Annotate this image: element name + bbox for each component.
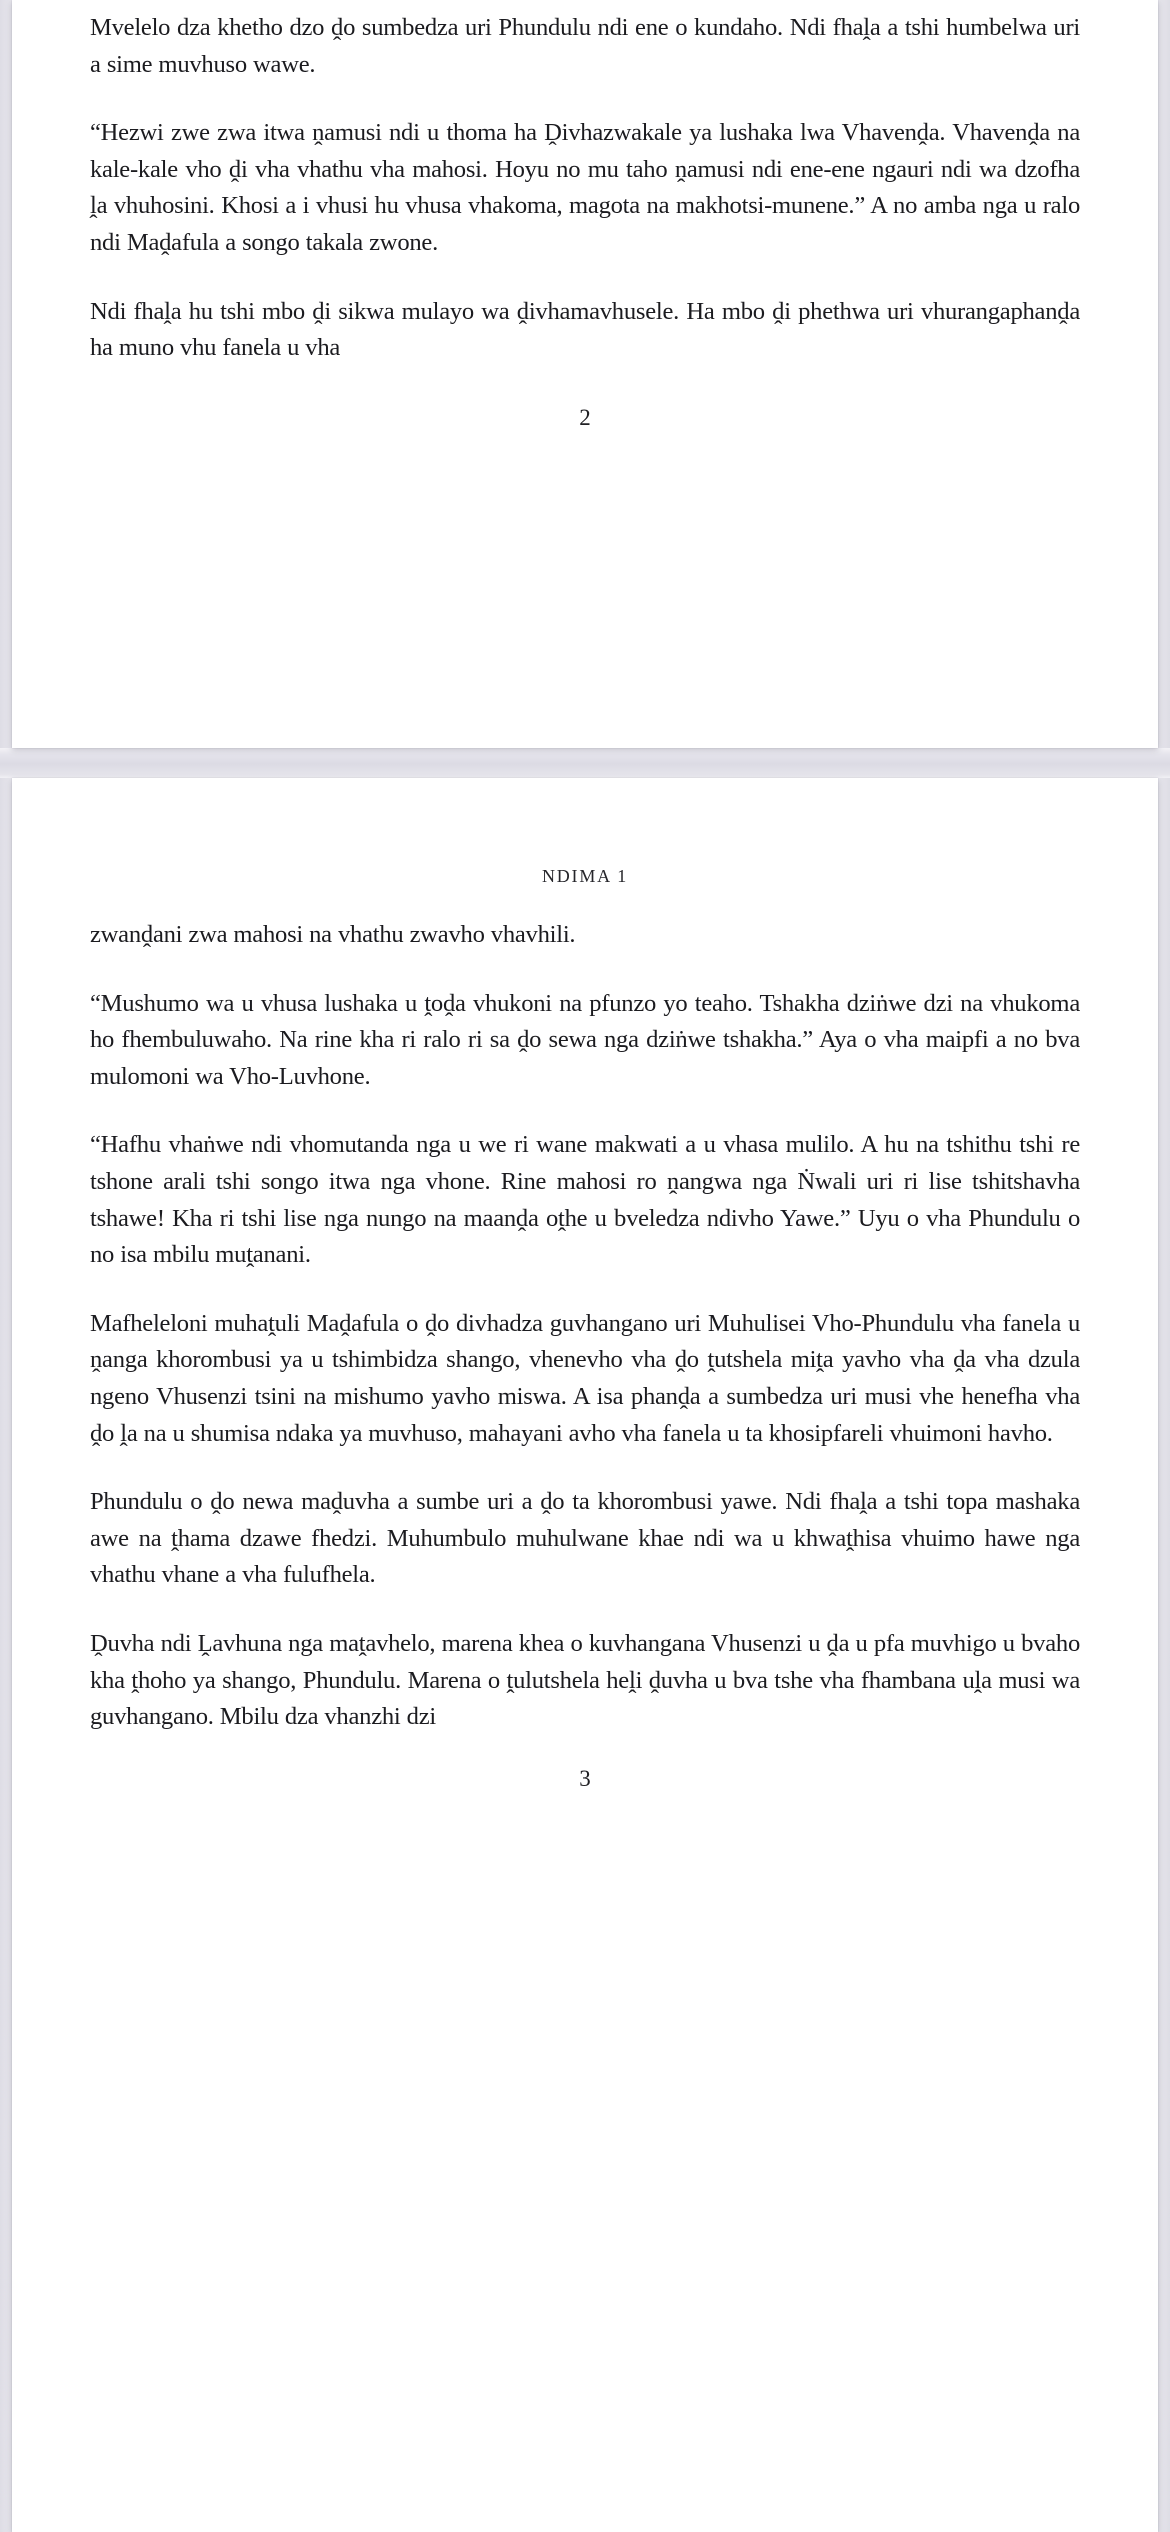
paragraph: Mafheleloni muhaṱuli Maḓafula o ḓo divhadza guvhangano uri Muhulisei Vho-Phundulu vha fanela u ṋanga khorombusi ya u tshimbidza shango, vhenevho vha ḓo ṱutshela miṱa yavho vha ḓa vha dzula ngeno Vhusenzi tsini na mishumo yavho miswa. A isa phanḓa a sumbedza uri musi vhe henefha vha ḓo ḽa na u shumisa ndaka ya muvhuso, mahayani avho vha fanela u ta khosipfareli vhuimoni havho. xyxy=(90,1309,1080,1447)
page-separator xyxy=(0,748,1170,778)
page-number: 3 xyxy=(579,1765,591,1791)
book-page-3[interactable] xyxy=(12,778,1158,2532)
book-page-2[interactable] xyxy=(12,0,1158,748)
paragraph: Ḓuvha ndi Ḽavhuna nga maṱavhelo, marena khea o kuvhangana Vhusenzi u ḓa u pfa muvhigo u bvaho kha ṱhoho ya shango, Phundulu. Marena o ṱulutshela heḽi ḓuvha u bva tshe vha fhambana uḽa musi wa guvhangano. Mbilu dza vhanzhi dzi xyxy=(90,1629,1080,1731)
page-number: 2 xyxy=(579,404,591,430)
paragraph: Ndi fhaḽa hu tshi mbo ḓi sikwa mulayo wa ḓivhamavhusele. Ha mbo ḓi phethwa uri vhurangaphanḓa ha muno vhu fanela u vha xyxy=(90,297,1080,362)
paragraph: zwanḓani zwa mahosi na vhathu zwavho vhavhili. xyxy=(90,921,576,948)
paragraph: “Mushumo wa u vhusa lushaka u ṱoḓa vhukoni na pfunzo yo teaho. Tshakha dziṅwe dzi na vhukoma ho fhembuluwaho. Na rine kha ri ralo ri sa ḓo sewa nga dziṅwe tshakha.” Aya o vha maipfi a no bva mulomoni wa Vho-Luvhone. xyxy=(90,989,1080,1090)
paragraph: Mvelelo dza khetho dzo ḓo sumbedza uri Phundulu ndi ene o kundaho. Ndi fhaḽa a tshi humbelwa uri a sime muvhuso wawe. xyxy=(90,14,1080,78)
paragraph: “Hafhu vhaṅwe ndi vhomutanda nga u we ri wane makwati a u vhasa mulilo. A hu na tshithu tshi re tshone arali tshi songo itwa nga vhone. Rine mahosi ro ṋangwa nga Ṅwali uri ri lise tshitshavha tshawe! Kha ri tshi lise nga nungo na maanḓa oṱhe u bveledza ndivho Yawe.” Uyu o vha Phundulu o no isa mbilu muṱanani. xyxy=(90,1131,1080,1269)
chapter-heading: NDIMA 1 xyxy=(541,866,629,886)
paragraph: Phundulu o ḓo newa maḓuvha a sumbe uri a ḓo ta khorombusi yawe. Ndi fhaḽa a tshi topa mashaka awe na ṱhama dzawe fhedzi. Muhumbulo muhulwane khae ndi wa u khwaṱhisa vhuimo hawe nga vhathu vhane a vha fulufhela. xyxy=(90,1488,1080,1589)
paragraph: “Hezwi zwe zwa itwa ṋamusi ndi u thoma ha Ḓivhazwakale ya lushaka lwa Vhavenḓa. Vhavenḓa na kale-kale vho ḓi vha vhathu vha mahosi. Hoyu no mu taho ṋamusi ndi ene-ene ngauri ndi wa dzofha ḽa vhuhosini. Khosi a i vhusi hu vhusa vhakoma, magota na makhotsi-munene.” A no amba nga u ralo ndi Maḓafula a songo takala zwone. xyxy=(90,119,1080,256)
